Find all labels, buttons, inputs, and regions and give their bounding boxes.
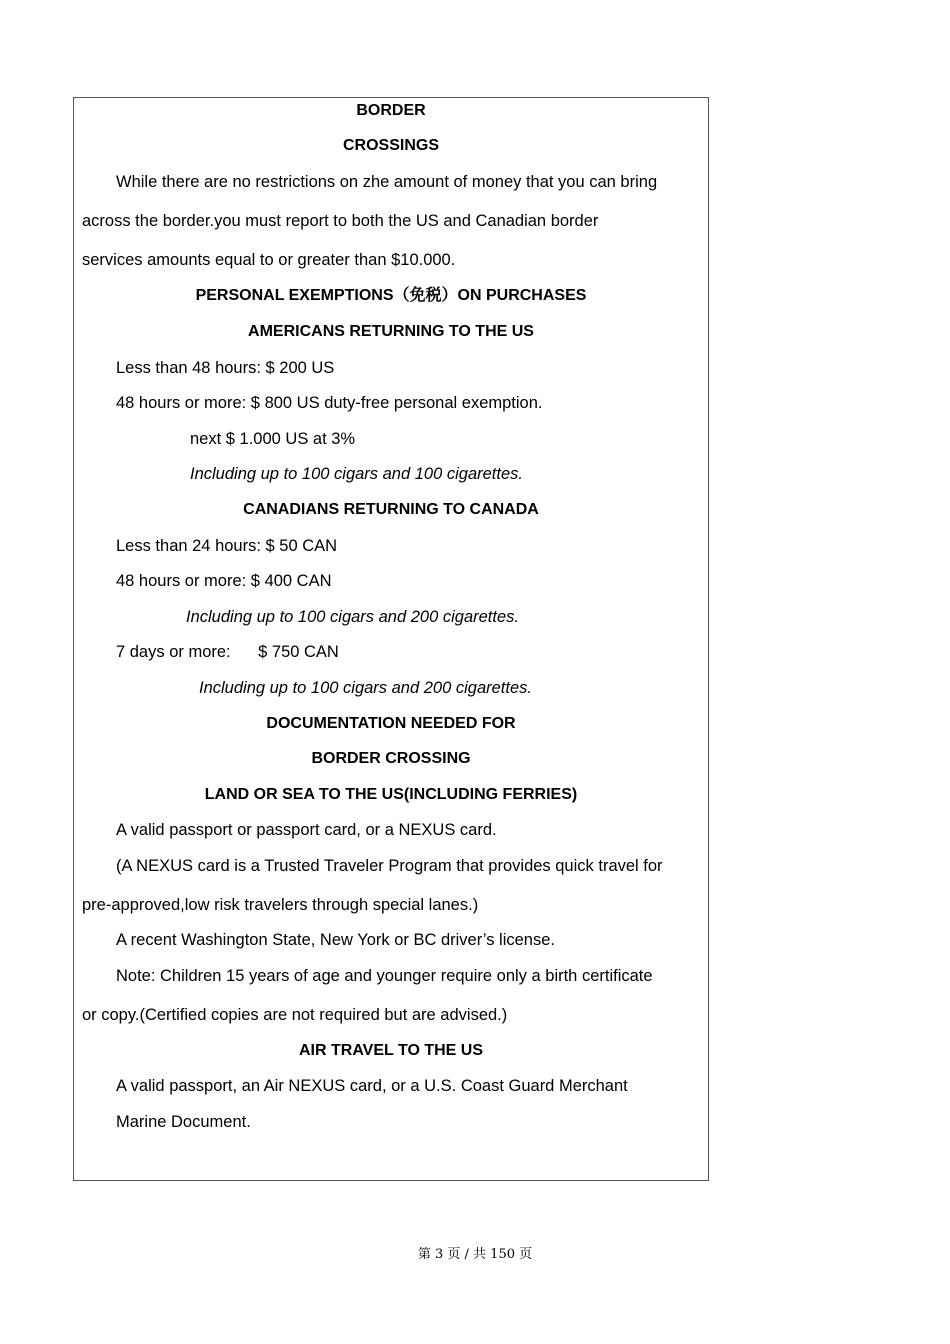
content-frame bbox=[73, 97, 709, 1181]
heading-americans: AMERICANS RETURNING TO THE US bbox=[248, 323, 534, 340]
us-48h-more: 48 hours or more: $ 800 US duty-free personal exemption. bbox=[116, 394, 543, 412]
ca-tobacco-note-1: Including up to 100 cigars and 200 cigarettes. bbox=[186, 608, 519, 626]
ca-48h-more: 48 hours or more: $ 400 CAN bbox=[116, 572, 332, 590]
land-children-note-1: Note: Children 15 years of age and younger require only a birth certificate bbox=[116, 967, 653, 985]
heading-land-sea: LAND OR SEA TO THE US(INCLUDING FERRIES) bbox=[204, 786, 578, 803]
ca-tobacco-note-2: Including up to 100 cigars and 200 cigarettes. bbox=[199, 679, 532, 697]
heading-canadians: CANADIANS RETURNING TO CANADA bbox=[243, 501, 539, 518]
air-documents-1: A valid passport, an Air NEXUS card, or a U.S. Coast Guard Merchant bbox=[116, 1077, 628, 1095]
land-passport: A valid passport or passport card, or a NEXUS card. bbox=[116, 821, 497, 839]
heading-air-travel: AIR TRAVEL TO THE US bbox=[298, 1042, 483, 1059]
land-nexus-note-1: (A NEXUS card is a Trusted Traveler Program that provides quick travel for bbox=[116, 857, 663, 875]
heading-documentation: DOCUMENTATION NEEDED FOR bbox=[266, 715, 516, 732]
land-drivers-license: A recent Washington State, New York or BC driver’s license. bbox=[116, 931, 555, 949]
land-children-note-2: or copy.(Certified copies are not required but are advised.) bbox=[82, 1006, 508, 1024]
intro-line-2: across the border.you must report to both the US and Canadian border bbox=[82, 212, 599, 230]
page-number: 第 3 页 / 共 150 页 bbox=[417, 1247, 533, 1262]
intro-line-3: services amounts equal to or greater than $10.000. bbox=[82, 251, 456, 269]
intro-line-1: While there are no restrictions on zhe amount of money that you can bring bbox=[116, 173, 658, 191]
us-tobacco-note: Including up to 100 cigars and 100 cigarettes. bbox=[190, 465, 523, 483]
land-nexus-note-2: pre-approved,low risk travelers through special lanes.) bbox=[82, 896, 479, 914]
title-border: BORDER bbox=[356, 102, 426, 119]
ca-7days-more: 7 days or more: $ 750 CAN bbox=[116, 643, 339, 661]
title-crossings: CROSSINGS bbox=[342, 137, 439, 154]
ca-less-24h: Less than 24 hours: $ 50 CAN bbox=[116, 537, 338, 555]
us-next-1000: next $ 1.000 US at 3% bbox=[190, 430, 356, 448]
heading-border-crossing: BORDER CROSSING bbox=[311, 750, 471, 767]
air-documents-2: Marine Document. bbox=[116, 1113, 251, 1131]
heading-personal-exemptions: PERSONAL EXEMPTIONS（免税）ON PURCHASES bbox=[195, 287, 587, 304]
us-less-48h: Less than 48 hours: $ 200 US bbox=[116, 359, 335, 377]
